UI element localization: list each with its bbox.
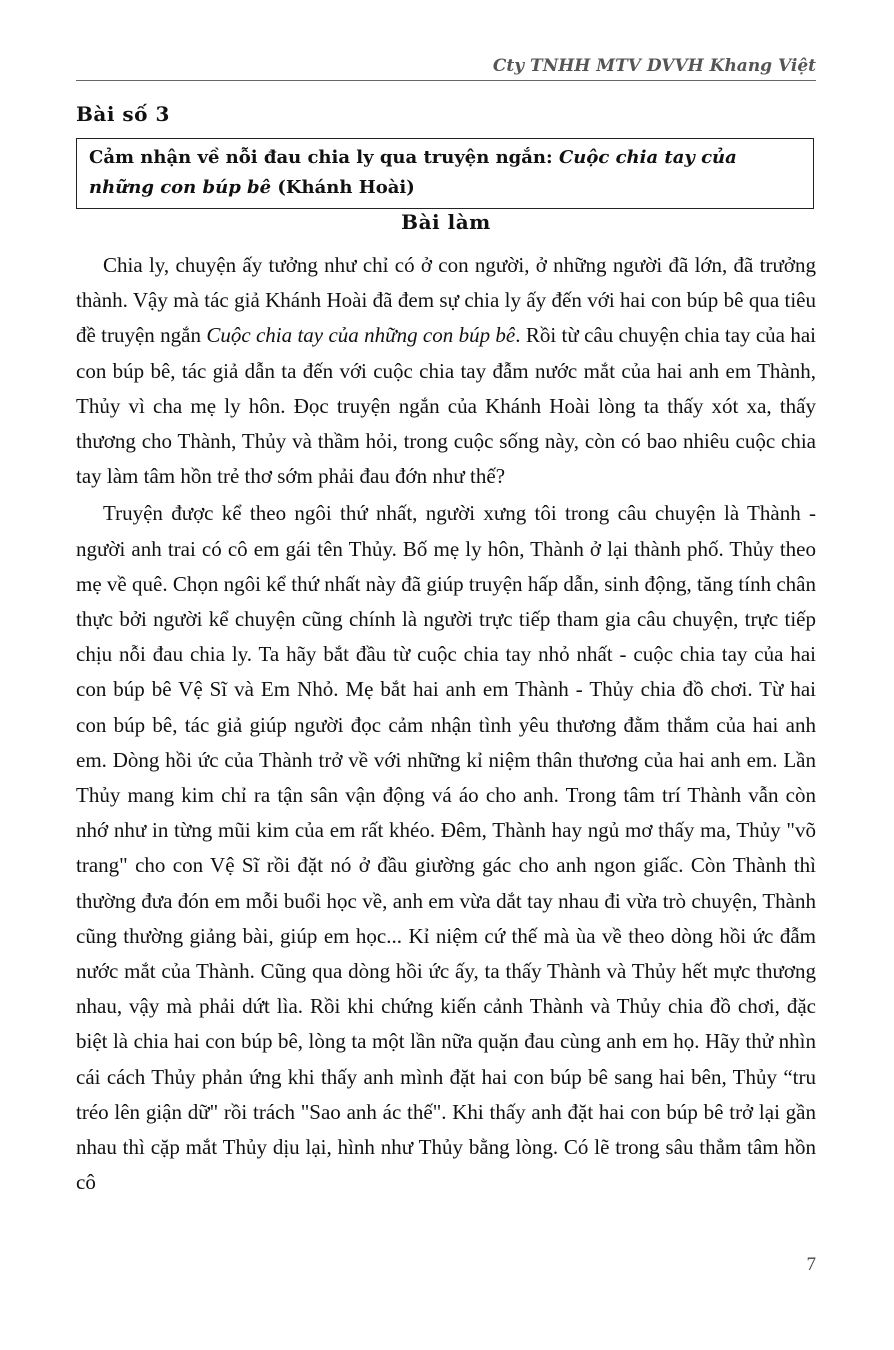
paragraph [76, 248, 816, 494]
answer-title: Bài làm [401, 210, 491, 234]
running-header [76, 56, 816, 81]
prompt-lead: Cảm nhận về nỗi đau chia ly qua truyện ngắn: [89, 147, 559, 168]
page-number: 7 [806, 1254, 816, 1275]
essay-body [76, 248, 816, 1202]
paragraph-text: Chia ly, chuyện ấy tưởng như chỉ có ở con người, ở những người đã lớn, đã trưởng thành. Vậy mà tác giả Khánh Hoài đã đem sự chia ly ấy đến với hai con búp bê qua tiêu đề truyện ngắn [76, 253, 816, 348]
publisher-name: Cty TNHH MTV DVVH Khang Việt [492, 56, 816, 76]
prompt-author: (Khánh Hoài) [271, 177, 415, 198]
inline-work-title: Cuộc chia tay của những con búp bê [206, 323, 516, 348]
paragraph [76, 496, 816, 1200]
prompt-work-title: Cuộc chia tay của những con búp bê [89, 147, 737, 198]
section-title: Bài số 3 [76, 102, 170, 126]
paragraph-text: Truyện được kể theo ngôi thứ nhất, người xưng tôi trong câu chuyện là Thành - người anh trai có cô em gái tên Thủy. Bố mẹ ly hôn, Thành ở lại thành phố. Thủy theo mẹ về quê. Chọn ngôi kể thứ nhất này đã giúp truyện hấp dẫn, sinh động, tăng tính chân thực bởi người kể chuyện cũng chính là người trực tiếp tham gia câu chuyện, trực tiếp chịu nỗi đau chia ly. Ta hãy bắt đầu từ cuộc chia tay nhỏ nhất - cuộc chia tay của hai con búp bê Vệ Sĩ và Em Nhỏ. Mẹ bắt hai anh em Thành - Thủy chia đồ chơi. Từ hai con búp bê, tác giả giúp người đọc cảm nhận tình yêu thương đằm thắm của hai anh em. Dòng hồi ức của Thành trở về với những kỉ niệm thân thương của hai anh em. Lần Thủy mang kim chỉ ra tận sân vận động vá áo cho anh. Trong tâm trí Thành vẫn còn nhớ như in từng mũi kim của em rất khéo. Đêm, Thành hay ngủ mơ thấy ma, Thủy "võ trang" cho con Vệ Sĩ rồi đặt nó ở đầu giường gác cho anh ngon giấc. Còn Thành thì thường đưa đón em mỗi buổi học về, anh em vừa dắt tay nhau đi vừa trò chuyện, Thành cũng thường giảng bài, giúp em học... Kỉ niệm cứ thế mà ùa về theo dòng hồi ức đẫm nước mắt của Thành. Cũng qua dòng hồi ức ấy, ta thấy Thành và Thủy hết mực thương nhau, vậy mà phải dứt lìa. Rồi khi chứng kiến cảnh Thành và Thủy chia đồ chơi, đặc biệt là chia hai con búp bê, lòng ta một lần nữa quặn đau cùng anh em họ. Hãy thử nhìn cái cách Thủy phản ứng khi thấy anh mình đặt hai con búp bê sang hai bên, Thủy “tru tréo lên giận dữ" rồi trách "Sao anh ác thế". Khi thấy anh đặt hai con búp bê trở lại gần nhau thì cặp mắt Thủy dịu lại, hình như Thủy bằng lòng. Có lẽ trong sâu thẳm tâm hồn cô [76, 501, 816, 1195]
prompt-box [76, 138, 814, 209]
paragraph-text: . Rồi từ câu chuyện chia tay của hai con búp bê, tác giả dẫn ta đến với cuộc chia tay đẫm nước mắt của hai anh em Thành, Thủy vì cha mẹ ly hôn. Đọc truyện ngắn của Khánh Hoài lòng ta thấy xót xa, thấy thương cho Thành, Thủy và thầm hỏi, trong cuộc sống này, còn có bao nhiêu cuộc chia tay làm tâm hồn trẻ thơ sớm phải đau đớn như thế? [76, 323, 816, 489]
